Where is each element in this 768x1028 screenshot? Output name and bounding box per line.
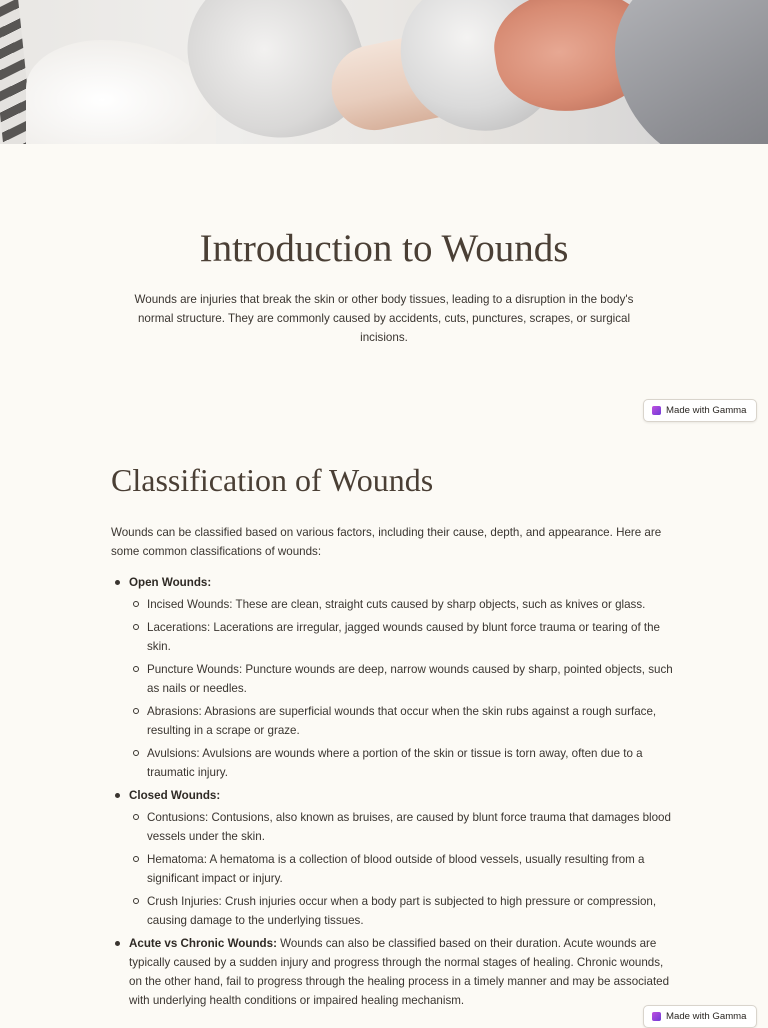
intro-body: Wounds are injuries that break the skin or other body tissues, leading to a disruption in the body's normal structure. They are commonly caused by accidents, cuts, punctures, scrapes, or surgical incisions. — [134, 293, 634, 344]
badge-label: Made with Gamma — [666, 405, 747, 416]
hero-image — [0, 0, 768, 144]
group-heading: Open Wounds: — [129, 576, 212, 589]
made-with-gamma-badge[interactable] — [643, 399, 757, 422]
list-item-acute-vs-chronic — [129, 934, 677, 1010]
sub-list — [129, 808, 677, 930]
list-item: Avulsions: Avulsions are wounds where a portion of the skin or tissue is torn away, often due to a traumatic injury. — [147, 744, 677, 782]
group-heading: Acute vs Chronic Wounds: — [129, 937, 277, 950]
list-item: Hematoma: A hematoma is a collection of blood outside of blood vessels, usually resulting from a significant impact or injury. — [147, 850, 677, 888]
badge-label: Made with Gamma — [666, 1011, 747, 1022]
list-item: Lacerations: Lacerations are irregular, jagged wounds caused by blunt force trauma or tearing of the skin. — [147, 618, 677, 656]
gamma-logo-icon — [652, 406, 661, 415]
grey-sleeve — [615, 0, 768, 144]
list-item-open-wounds — [129, 573, 677, 782]
group-text: Wounds can also be classified based on their duration. Acute wounds are typically caused by a sudden injury and progress through the normal stages of healing. Chronic wounds, on the other hand, fail to progress through the healing process in a timely manner and may be associated with underlying health conditions or impaired healing mechanism. — [129, 937, 670, 1007]
classification-lead: Wounds can be classified based on various factors, including their cause, depth, and appearance. Here are some common classifications of wounds: — [111, 526, 662, 558]
list-item: Crush Injuries: Crush injuries occur when a body part is subjected to high pressure or compression, causing damage to the underlying tissues. — [147, 892, 677, 930]
list-item: Puncture Wounds: Puncture wounds are deep, narrow wounds caused by sharp, pointed objects, such as nails or needles. — [147, 660, 677, 698]
list-item: Abrasions: Abrasions are superficial wounds that occur when the skin rubs against a rough surface, resulting in a scrape or graze. — [147, 702, 677, 740]
made-with-gamma-badge-bottom[interactable] — [643, 1005, 757, 1028]
classification-list — [111, 573, 677, 1014]
intro-title: Introduction to Wounds — [199, 227, 569, 270]
gamma-logo-icon — [652, 1012, 661, 1021]
classification-title: Classification of Wounds — [111, 462, 434, 498]
sub-list — [129, 595, 677, 782]
list-item-closed-wounds — [129, 786, 677, 930]
group-heading: Closed Wounds: — [129, 789, 221, 802]
list-item: Incised Wounds: These are clean, straight cuts caused by sharp objects, such as knives or glass. — [147, 595, 677, 614]
list-item: Contusions: Contusions, also known as bruises, are caused by blunt force trauma that damages blood vessels under the skin. — [147, 808, 677, 846]
